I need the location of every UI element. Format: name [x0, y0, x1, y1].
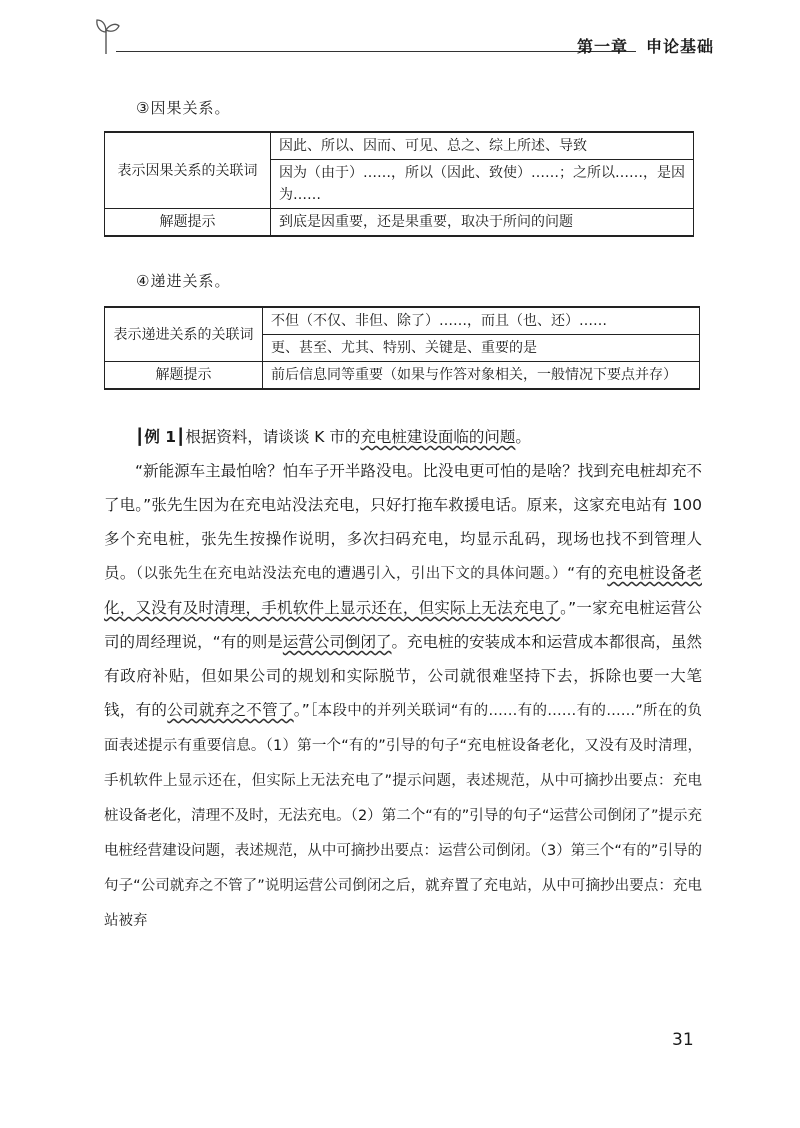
page-number: 31: [672, 1030, 694, 1050]
chapter-title: [577, 34, 714, 57]
causal-tip-text: 到底是因重要，还是果重要，取决于所问的问题: [271, 209, 694, 237]
example-material: [104, 454, 702, 938]
emphasis-abandoned: 公司就弃之不管了: [167, 701, 294, 719]
causal-keyword-label: 表示因果关系的关联词: [105, 132, 271, 209]
example-block: [104, 420, 702, 938]
annotation-analysis: ［本段中的并列关联词“有的……有的……有的……”所在的负面表述提示有重要信息。（1）第一个“有的”引导的句子“充电桩设备老化，又没有及时清理，手机软件上显示还在，但实际上无法充电了”提示问题，表述规范，从中可摘抄出要点：充电桩设备老化，清理不及时，无法充电。（2）第二个“有的”引导的句子“运营公司倒闭了”提示充电桩经营建设问题，表述规范，从中可摘抄出要点：运营公司倒闭。（3）第三个“有的”引导的句子“公司就弃之不管了”说明运营公司倒闭之后，就弃置了充电站，从中可摘抄出要点：充电站被弃: [104, 703, 702, 929]
causal-keyword-row: 因此、所以、因而、可见、总之、综上所述、导致: [271, 132, 694, 160]
section-heading-causal: ③因果关系。: [136, 99, 231, 117]
material-cost: 。充电桩的安装成本和运营成本都很高，虽然有政府补贴，但如果公司的规划和实际脱节，公司就很难坚持下去，拆除也要一大笔钱，有的: [104, 633, 702, 719]
annotation-intro: （以张先生在充电站没法充电的遭遇引入，引出下文的具体问题。）: [135, 566, 568, 582]
question-prefix: 根据资料，请谈谈 K 市的: [185, 428, 361, 446]
progressive-keyword-row: 更、甚至、尤其、特别、关键是、重要的是: [263, 335, 700, 362]
emphasis-equipment: 充电桩设备老化，又没有及时清理，手机软件上显示还在，但实际上无法充电了: [104, 564, 702, 617]
progressive-table: [104, 306, 700, 390]
question-suffix: 。: [515, 428, 531, 446]
sprout-icon: [92, 14, 122, 56]
causal-table: [104, 131, 694, 237]
example-question: [104, 420, 702, 454]
material-intro: “新能源车主最怕啥？怕车子开半路没电。比没电更可怕的是啥？找到充电桩却充不了电。”张先生因为在充电站没法充电，只好打拖车救援电话。原来，这家充电站有 100 多个充电桩，张先生按操作说明，多次扫码充电，均显示乱码，现场也找不到管理人员。: [104, 462, 702, 582]
example-tag: ┃例 1┃: [135, 428, 186, 446]
section-heading-progressive: ④递进关系。: [136, 272, 231, 290]
progressive-tip-label: 解题提示: [105, 362, 263, 390]
question-emphasis: 充电桩建设面临的问题: [360, 428, 516, 446]
progressive-keyword-label: 表示递进关系的关联词: [105, 307, 263, 362]
chapter-name: 申论基础: [645, 37, 714, 56]
chapter-number: 第一章: [576, 37, 628, 56]
causal-tip-label: 解题提示: [105, 209, 271, 237]
running-header: [92, 14, 714, 56]
causal-keyword-row: 因为（由于）……，所以（因此、致使）……；之所以……，是因为……: [271, 160, 694, 209]
progressive-tip-text: 前后信息同等重要（如果与作答对象相关，一般情况下要点并存）: [263, 362, 700, 390]
quote-open: “有的: [567, 564, 608, 582]
emphasis-bankrupt: 运营公司倒闭了: [282, 633, 392, 651]
material-mid: 。”一家充电桩运营公司的周经理说，“有的则是: [104, 599, 702, 651]
header-rule: [116, 51, 636, 52]
progressive-keyword-row: 不但（不仅、非但、除了）……，而且（也、还）……: [263, 307, 700, 335]
quote-close: 。”: [293, 701, 310, 719]
